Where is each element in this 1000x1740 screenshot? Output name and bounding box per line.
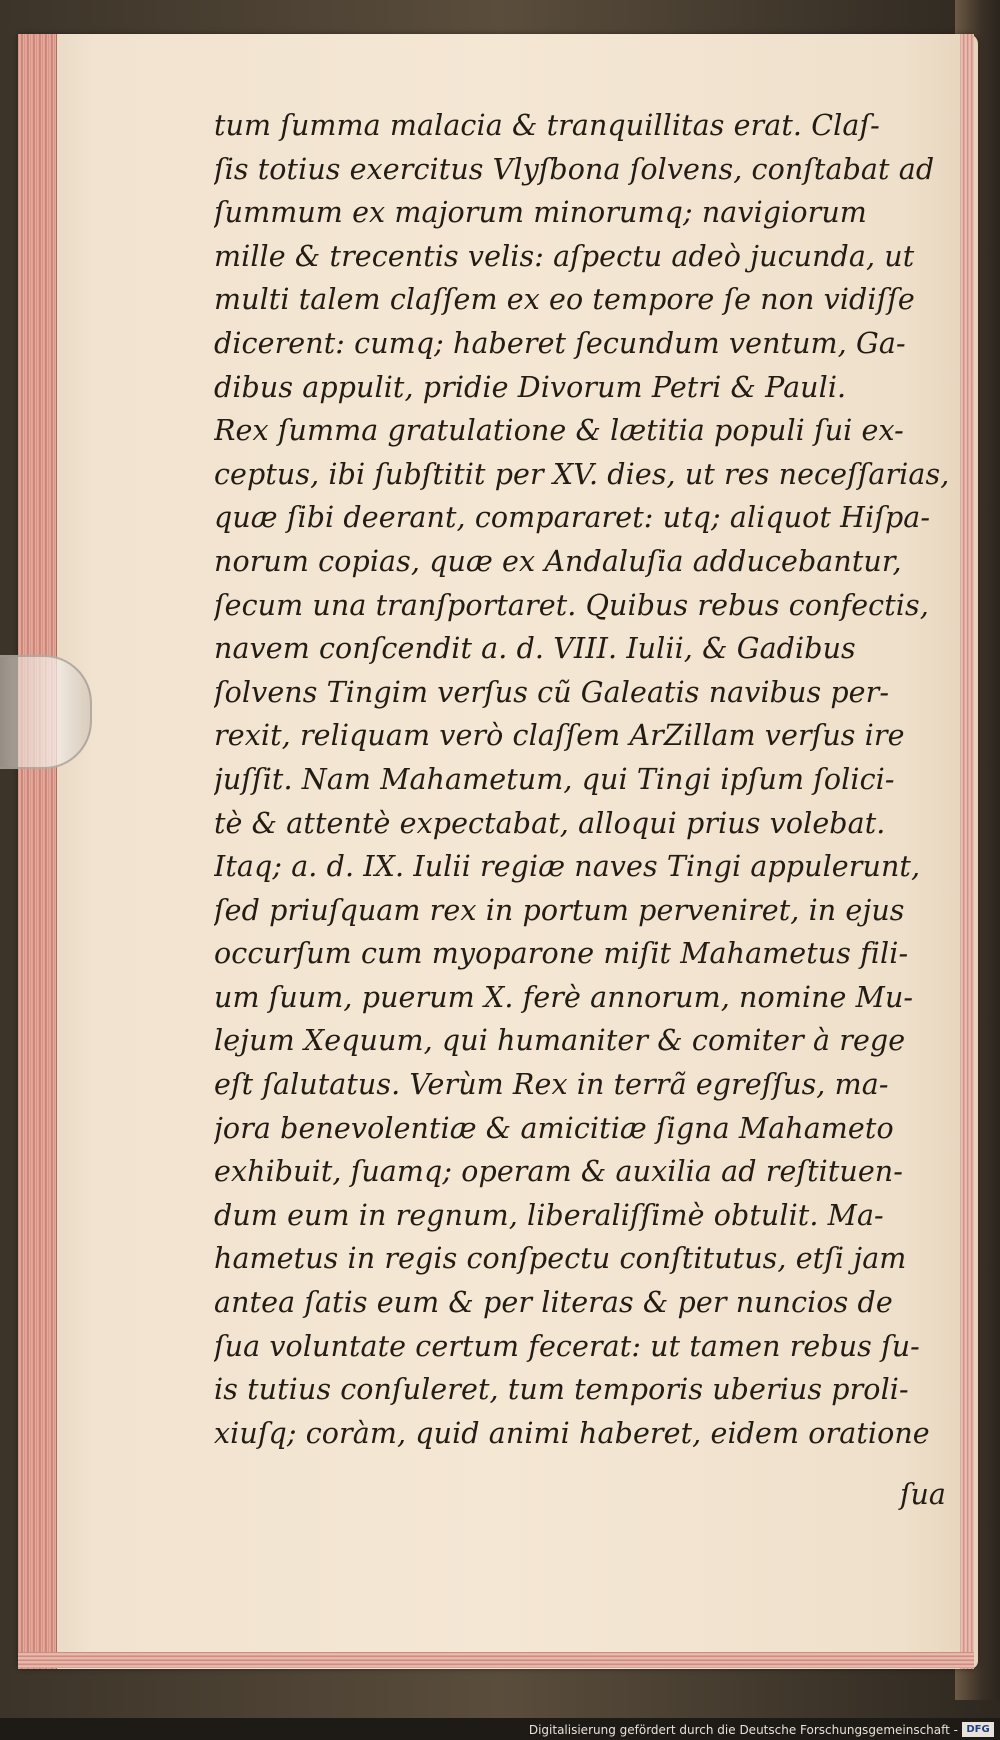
text-line: xiuſq; coràm, quid animi haberet, eidem oratione xyxy=(214,1416,930,1450)
text-line: ſua voluntate certum fecerat: ut tamen rebus ſu- xyxy=(214,1329,920,1363)
footer-bar xyxy=(0,1718,1000,1740)
text-line: Rex ſumma gratulatione & lætitia populi ſui ex- xyxy=(214,414,904,448)
text-line: tè & attentè expectabat, alloqui prius volebat. xyxy=(214,806,886,840)
text-line: ſolvens Tingim verſus cũ Galeatis navibus per- xyxy=(214,675,890,709)
text-line: um ſuum, puerum X. ferè annorum, nomine Mu- xyxy=(214,980,914,1014)
text-line: multi talem claſſem ex eo tempore ſe non vidiſſe xyxy=(214,283,915,317)
text-line: navem conſcendit a. d. VIII. Iulii, & Gadibus xyxy=(214,632,856,666)
text-line: tum ſumma malacia & tranquillitas erat. Claſ- xyxy=(214,109,880,142)
text-line: lejum Xequum, qui humaniter & comiter à rege xyxy=(214,1024,906,1058)
page-edges-left xyxy=(18,34,57,1669)
text-line: ſed priuſquam rex in portum perveniret, in ejus xyxy=(214,893,905,927)
text-line: dibus appulit, pridie Divorum Petri & Pauli. xyxy=(214,370,847,404)
text-line: mille & trecentis velis: aſpectu adeò jucunda, ut xyxy=(214,239,915,273)
page-clip xyxy=(0,655,92,769)
text-line: dum eum in regnum, liberaliſſimè obtulit. Ma- xyxy=(214,1198,884,1232)
text-line: ſis totius exercitus Vlyſbona ſolvens, conſtabat ad xyxy=(214,152,935,186)
text-line: exhibuit, ſuamq; operam & auxilia ad reſtituen- xyxy=(214,1155,903,1189)
text-line: Itaq; a. d. IX. Iulii regiæ naves Tingi appulerunt, xyxy=(214,850,921,884)
dfg-logo-icon: DFG xyxy=(962,1722,994,1737)
body-text xyxy=(214,104,974,1455)
text-line: rexit, reliquam verò claſſem ArZillam verſus ire xyxy=(214,719,905,753)
text-line: antea ſatis eum & per literas & per nuncios de xyxy=(214,1286,893,1320)
text-line: hametus in regis conſpectu conſtitutus, etſi jam xyxy=(214,1242,907,1276)
text-line: ſummum ex majorum minorumq; navigiorum xyxy=(214,196,867,230)
text-line: ceptus, ibi ſubſtitit per XV. dies, ut res neceſſarias, xyxy=(214,457,950,491)
page-edges-bottom xyxy=(18,1652,974,1668)
catchword: ſua xyxy=(900,1478,946,1511)
text-line: dicerent: cumq; haberet ſecundum ventum, Ga- xyxy=(214,326,906,360)
text-line: eſt ſalutatus. Verùm Rex in terrã egreſſus, ma- xyxy=(214,1068,889,1102)
footer-credit: Digitalisierung gefördert durch die Deutsche Forschungsgemeinschaft - xyxy=(528,1723,958,1737)
text-line: is tutius conſuleret, tum temporis uberius proli- xyxy=(214,1373,909,1407)
text-line: norum copias, quæ ex Andaluſia adducebantur, xyxy=(214,544,902,578)
text-line: occurſum cum myoparone miſit Mahametus fili- xyxy=(214,937,909,971)
text-line: juſſit. Nam Mahametum, qui Tingi ipſum ſolici- xyxy=(214,762,895,796)
text-line: jora benevolentiæ & amicitiæ ſigna Mahameto xyxy=(214,1111,894,1145)
text-line: quæ ſibi deerant, compararet: utq; aliquot Hiſpa- xyxy=(214,501,931,535)
text-line: ſecum una tranſportaret. Quibus rebus confectis, xyxy=(214,588,929,622)
